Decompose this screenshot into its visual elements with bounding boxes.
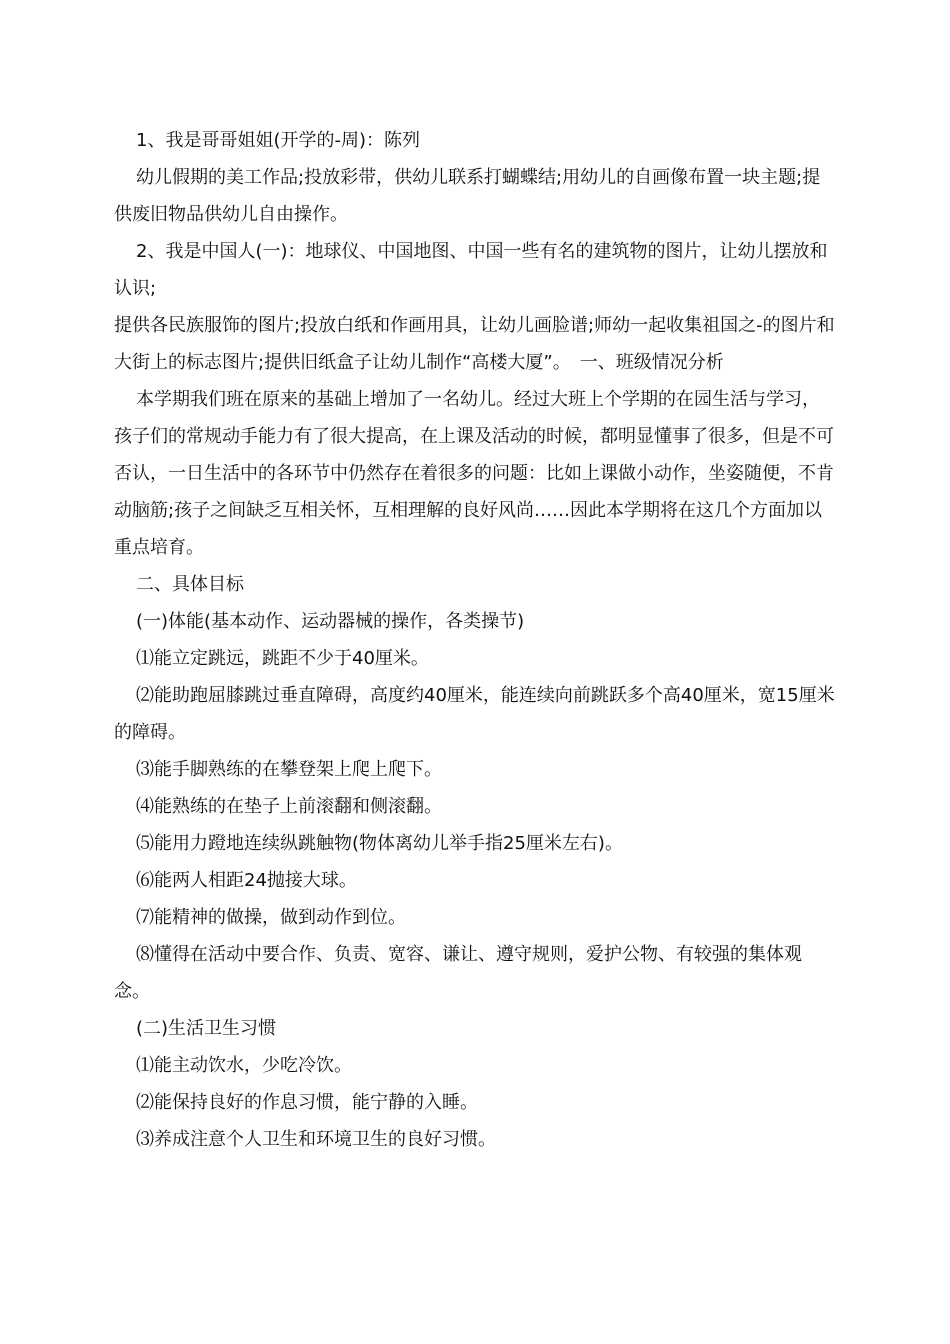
paragraph: ⑻懂得在活动中要合作、负责、宽容、谦让、遵守规则，爱护公物、有较强的集体观念。 [114, 944, 802, 1002]
paragraph: ⑺能精神的做操，做到动作到位。 [136, 907, 406, 928]
paragraph: 2、我是中国人(一)：地球仪、中国地图、中国一些有名的建筑物的图片，让幼儿摆放和认识; [114, 241, 828, 299]
paragraph: ⑴能主动饮水，少吃冷饮。 [136, 1055, 352, 1076]
paragraph: ⑹能两人相距24抛接大球。 [136, 870, 357, 891]
paragraph: ⑴能立定跳远，跳距不少于40厘米。 [136, 648, 429, 669]
paragraph: ⑶能手脚熟练的在攀登架上爬上爬下。 [136, 759, 442, 780]
paragraph: (二)生活卫生习惯 [136, 1018, 277, 1039]
paragraph: ⑶养成注意个人卫生和环境卫生的良好习惯。 [136, 1129, 496, 1150]
paragraph: ⑷能熟练的在垫子上前滚翻和侧滚翻。 [136, 796, 442, 817]
paragraph: 1、我是哥哥姐姐(开学的-周)：陈列 [136, 130, 420, 151]
paragraph: 幼儿假期的美工作品;投放彩带，供幼儿联系打蝴蝶结;用幼儿的自画像布置一块主题;提供废旧物品供幼儿自由操作。 [114, 167, 821, 225]
paragraph: ⑸能用力蹬地连续纵跳触物(物体离幼儿举手指25厘米左右)。 [136, 833, 623, 854]
paragraph: 本学期我们班在原来的基础上增加了一名幼儿。经过大班上个学期的在园生活与学习，孩子们的常规动手能力有了很大提高，在上课及活动的时候，都明显懂事了很多，但是不可否认，一日生活中的各环节中仍然存在着很多的问题：比如上课做小动作，坐姿随便，不肯动脑筋;孩子之间缺乏互相关怀，互相理解的良好风尚……因此本学期将在这几个方面加以重点培育。 [114, 389, 834, 558]
paragraph: 提供各民族服饰的图片;投放白纸和作画用具，让幼儿画脸谱;师幼一起收集祖国之-的图片和大街上的标志图片;提供旧纸盒子让幼儿制作“高楼大厦”。 一、班级情况分析 [114, 315, 835, 373]
paragraph: ⑵能保持良好的作息习惯，能宁静的入睡。 [136, 1092, 478, 1113]
document-page [114, 122, 836, 1158]
paragraph: 二、具体目标 [136, 574, 244, 595]
paragraph: (一)体能(基本动作、运动器械的操作，各类操节) [136, 611, 525, 632]
paragraph: ⑵能助跑屈膝跳过垂直障碍，高度约40厘米，能连续向前跳跃多个高40厘米，宽15厘米的障碍。 [114, 685, 835, 743]
